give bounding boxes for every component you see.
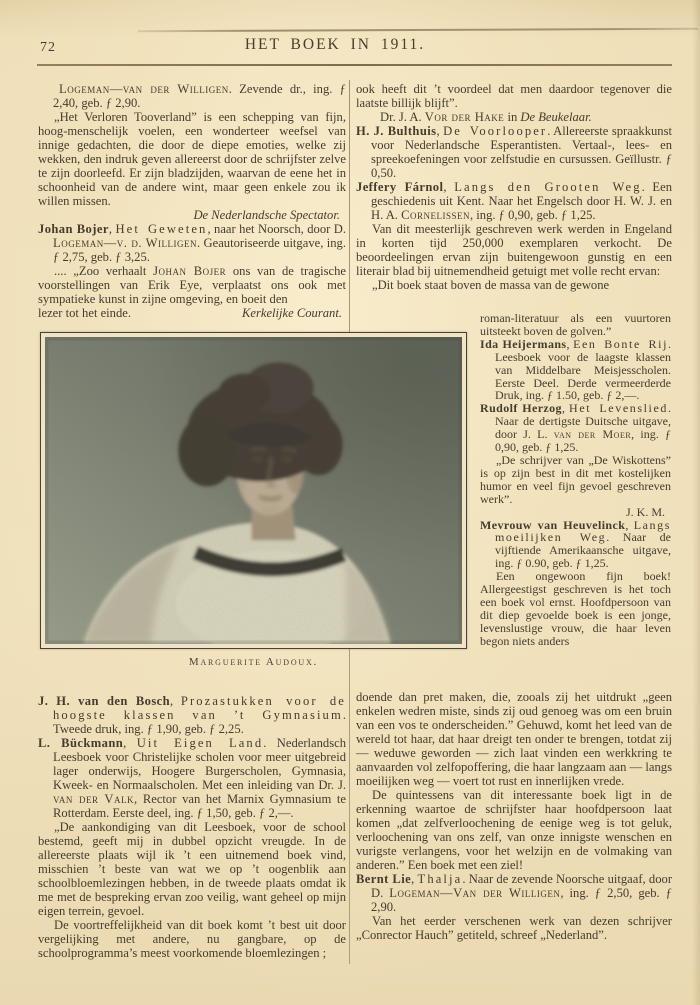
text-segment: Langs moeilijken Weg xyxy=(495,517,672,545)
text-segment: . Nederlandsch Leesboek voor Christelijke scholen voor meer uitgebreid lager onderwijs, Hoogere Burgerscholen, Gymnasia, Kweek- en Normaalscholen. Met een inleiding van Dr. J. xyxy=(53,736,346,792)
text-segment: H. J. Bulthuis xyxy=(356,124,437,138)
paragraph xyxy=(356,872,672,914)
text-segment: Thalja xyxy=(417,872,463,886)
text-segment: L. Bückmann xyxy=(38,736,124,750)
paragraph xyxy=(480,570,671,647)
text-segment: van der Valk xyxy=(53,792,135,806)
text-segment: Bernt Lie xyxy=(356,872,412,886)
paragraph xyxy=(480,338,671,403)
text-segment: Een ongewoon fijn boek! Allergeestigst geschreven is het toch een boek vol ernst. Hoofdpersoon van dit diep gevoelde boek is een jonge, levenslustige vrouw, die haar leven begon niets anders xyxy=(480,569,671,648)
paragraph xyxy=(356,690,672,788)
text-segment: roman-literatuur als een vuurtoren uitsteekt boven de golven.” xyxy=(480,311,671,338)
text-segment: De Nederlandsche Spectator. xyxy=(193,208,340,222)
text-segment: Logeman—v. d. Willigen xyxy=(53,236,197,250)
paragraph xyxy=(38,918,346,960)
paragraph xyxy=(480,454,671,506)
text-segment: Het Levenslied xyxy=(569,401,669,416)
text-segment: J. H. van den Bosch xyxy=(38,694,171,708)
text-segment: Cornelissen xyxy=(401,208,470,222)
text-segment: , xyxy=(170,694,181,708)
text-segment: , xyxy=(561,401,570,416)
text-segment: . Geautoriseerde uitgave, ing. ƒ 2,75, geb. ƒ 3,25. xyxy=(53,236,346,264)
paragraph xyxy=(38,110,346,208)
text-segment: „Het Verloren Tooverland” is een schepping van fijn, hoog-menschelijk voelen, een wonderteer weefsel van innige gedachten, die door de diepe emoties, welke zij wekken, den indruk geven allereerst door de schrijfster zelve te zijn doorleefd. Er zijn bladzijden, waarvan de eene het in schoonheid van de andere wint, maar geen enkele zou ik willen missen. xyxy=(38,110,346,208)
right-column-beside-photo xyxy=(480,312,671,648)
text-segment: . Leesboek voor de laagste klassen van Middelbare Meisjesscholen. Eerste Deel. Derde vermeerderde Druk, ing. ƒ 1.50, geb. ƒ 2,—. xyxy=(495,336,672,403)
paragraph xyxy=(356,180,672,222)
text-segment: . Naar de dertigste Duitsche uitgave, door J. L. xyxy=(495,401,672,442)
text-segment: ook heeft dit ’t voordeel dat men daardoor tegenover die laatste billijk blijft”. xyxy=(356,82,672,110)
text-segment: , naar het Noorsch, door D. xyxy=(207,222,347,236)
text-segment: , xyxy=(436,124,444,138)
text-segment: , xyxy=(411,872,418,886)
paragraph xyxy=(356,110,672,124)
text-segment: Mevrouw van Heuvelinck xyxy=(480,517,626,532)
text-segment: Ida Heijermans xyxy=(480,336,567,351)
paragraph xyxy=(480,312,671,338)
text-segment: De voortreffelijkheid van dit boek komt ’t best uit door vergelijking met andere, nu gangbare, op de schoolprogramma’s meest voorkomende bloemlezingen ; xyxy=(38,918,346,960)
paragraph xyxy=(480,402,671,454)
text-segment: Vor der Hake xyxy=(424,110,505,124)
paragraph xyxy=(38,264,346,306)
text-segment: Het Geweten xyxy=(115,222,208,236)
text-segment: „De aankondiging van dit Leesboek, voor de school bestemd, geeft mij in dubbel opzicht vreugde. In de allereerste plaats wijl ik ’t een uitnemend boek vind, misschien ’t beste van wat we op ’t oogenblik aan schoolbloemlezingen hebben, in de tweede plaats omdat ik me met de bespreking ervan zoo veilig, want geheel op mijn eigen terrein, gevoel. xyxy=(38,820,346,918)
paragraph xyxy=(38,208,346,222)
scan-shadow xyxy=(692,0,700,1005)
text-segment: Langs den Grooten Weg xyxy=(454,180,642,194)
text-segment: .... „Zoo verhaalt xyxy=(54,264,154,278)
text-segment: Jeffery Fárnol xyxy=(356,180,444,194)
text-segment: ons van de tragische voorstellingen van Erik Eye, verplaatst ons ook met sympatieke kunst in zijne omgeving, en boeit den xyxy=(38,264,346,306)
text-segment: Van het eerder verschenen werk van dezen schrijver „Conrector Hauch” getiteld, schreef „Nederland”. xyxy=(356,914,672,942)
left-column-bottom xyxy=(38,694,346,960)
paragraph xyxy=(38,736,346,820)
text-segment: Dr. J. A. xyxy=(380,110,425,124)
text-segment: . Allereerste spraakkunst voor Nederlandsche Esperantisten. Vertaal-, lees- en spreekoefeningen voor zelfstudie en cursussen. Geïllustr. ƒ 0,50. xyxy=(371,124,673,180)
text-segment: lezer tot het einde. xyxy=(38,306,132,320)
paragraph xyxy=(38,222,346,264)
text-segment: Prozastukken voor de hoogste klassen van ’t Gymnasium xyxy=(53,694,346,722)
text-segment: Rudolf Herzog xyxy=(480,401,562,416)
text-segment: . Een geschiedenis uit Kent. Naar het Engelsch door H. W. J. en H. A. xyxy=(371,180,673,222)
left-column-top xyxy=(38,82,346,320)
text-segment: . Naar de zevende Noorsche uitgaaf, door D. xyxy=(371,872,673,900)
text-segment: . Tweede druk, ing. ƒ 1,90, geb. ƒ 2,25. xyxy=(53,708,346,736)
text-segment: De Beukelaar. xyxy=(520,110,592,124)
text-segment: , Rector van het Marnix Gymnasium te Rotterdam. Eerste deel, ing. ƒ 1,50, geb. ƒ 2,—. xyxy=(53,792,346,820)
paragraph xyxy=(38,306,346,320)
text-segment: , ing. ƒ 0,90, geb. ƒ 1,25. xyxy=(470,208,596,222)
paragraph xyxy=(356,222,672,278)
paragraph xyxy=(356,914,672,942)
paragraph xyxy=(356,278,672,292)
header-rule xyxy=(37,64,672,66)
text-segment: Uit Eigen Land xyxy=(136,736,264,750)
text-segment: , ing. ƒ 2,50, geb. ƒ 2,90. xyxy=(371,886,672,914)
text-segment: in xyxy=(504,110,521,124)
paragraph xyxy=(38,694,346,736)
text-segment: , xyxy=(108,222,116,236)
text-segment: van der Moer xyxy=(553,427,632,442)
text-segment: Johan Bojer xyxy=(153,264,227,278)
paragraph xyxy=(356,82,672,110)
page-number: 72 xyxy=(40,40,56,55)
text-segment: J. K. M. xyxy=(625,504,665,519)
text-segment: „Dit boek staat boven de massa van de gewone xyxy=(372,278,610,292)
text-segment: , xyxy=(443,180,455,194)
text-segment: doende dan pret maken, die, zooals zij het uitdrukt „geen enkelen wedren miste, sinds zij oud genoeg was om een bruin van een vos te onderscheiden.” Gehuwd, komt het leed van de wereld tot haar, dat haar dreigt ten onder te brengen, totdat zij — weduwe geworden — zich laat vinden een werkkring te aanvaarden vol zelfopoffering, die haar langzaam aan — langs moeilijken weg — voert tot rust en innerlijken vrede. xyxy=(356,690,672,788)
paragraph xyxy=(38,820,346,918)
text-segment: Een Bonte Rij xyxy=(573,336,669,351)
text-segment: , xyxy=(625,517,634,532)
page-title: HET BOEK IN 1911. xyxy=(244,36,426,53)
text-segment: , xyxy=(566,336,574,351)
paragraph xyxy=(356,124,672,180)
paragraph xyxy=(38,82,346,110)
scan-edge-artifact xyxy=(138,28,698,32)
text-segment: , ing. ƒ 0,90, geb. ƒ 1,25. xyxy=(495,427,671,455)
text-segment: Van dit meesterlijk geschreven werk werden in Engeland in korten tijd 250,000 exemplaren verkocht. De beoordeelingen ervan zijn buitengewoon gunstig en een literair blad bij uitnemendheid getuigt met volle recht ervan: xyxy=(356,222,672,278)
text-segment: „De schrijver van „De Wiskottens” is op zijn best in dit met kostelijken humor en veel fijn gevoel geschreven werk”. xyxy=(480,452,671,506)
right-column-bottom xyxy=(356,690,672,942)
text-segment: De Voorlooper xyxy=(443,124,548,138)
text-segment: Kerkelijke Courant. xyxy=(241,306,342,320)
text-segment: , xyxy=(123,736,137,750)
paragraph xyxy=(480,519,671,571)
paragraph xyxy=(356,788,672,872)
text-segment: Johan Bojer xyxy=(38,222,109,236)
portrait-photo-frame xyxy=(40,332,467,649)
right-column-top xyxy=(356,82,672,292)
text-segment: . Zevende dr., ing. ƒ 2,40, geb. ƒ 2,90. xyxy=(53,82,346,110)
text-segment: De quintessens van dit interessante boek ligt in de erkenning waartoe de schrijfster haar hoofdpersoon laat komen „dat zelfverloochening de eenige weg is tot geluk, verloochening van ons zelf, van onze innigste wenschen en vurigste verlangens, voor het welzijn en de volmaking van anderen.” Een boek met een ziel! xyxy=(356,788,672,872)
text-segment: Logeman—Van der Willigen xyxy=(389,886,561,900)
text-segment: . Naar de vijftiende Amerikaansche uitgave, ing. ƒ 0.90, geb. ƒ 1,25. xyxy=(495,530,671,571)
portrait-photo-image xyxy=(45,337,462,644)
text-segment: Logeman—van der Willigen xyxy=(59,82,229,96)
photo-caption: Marguerite Audoux. xyxy=(188,656,319,668)
